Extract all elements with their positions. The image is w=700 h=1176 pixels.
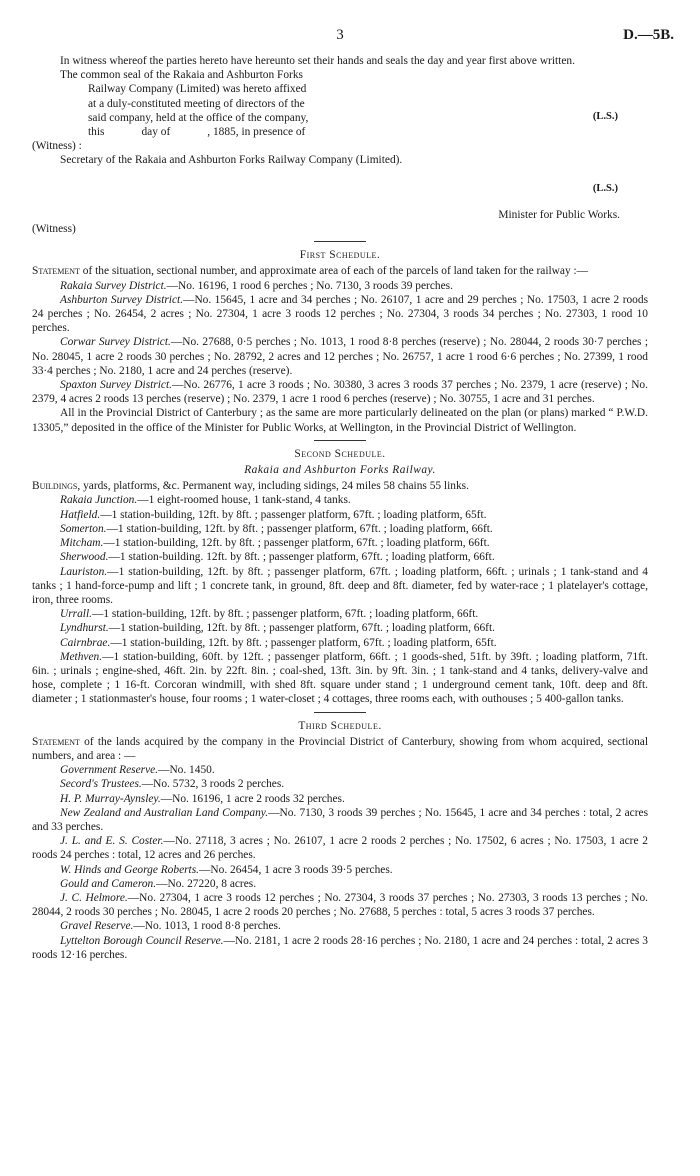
station-entry — [32, 565, 648, 608]
station-entry — [32, 550, 648, 564]
acquisition-entry — [32, 792, 648, 806]
district-text: —No. 26776, 1 acre 3 roods ; No. 30380, 3 acres 3 roods 37 perches ; No. 2379, 1 acre (reserve) ; No. 2379, 4 acres 2 roods 13 perches (reserve) ; No. 2379, 1 acre 1 rood 6 perches (reserve) ; No. 30755, 1 acre and 31 perches. — [32, 379, 648, 406]
acquisitions-list — [32, 763, 648, 962]
station-entry-text: —1 station-building, 12ft. by 8ft. ; passenger platform, 67ft. ; loading platform, 66ft. — [108, 622, 495, 635]
second-schedule-subheading — [32, 463, 648, 477]
corwar-district — [32, 335, 648, 378]
document-page — [32, 26, 674, 962]
acquisition-entry — [32, 763, 648, 777]
statement-lead: Statement — [32, 265, 80, 278]
section-divider — [314, 712, 366, 713]
station-entry-text: —1 station-building, 12ft. by 8ft. ; passenger platform, 67ft. ; loading platform, 65ft. — [110, 636, 497, 649]
third-schedule-statement — [32, 735, 648, 763]
acquisition-entry-text: —No. 27220, 8 acres. — [156, 877, 257, 890]
acquisition-entry-text: —No. 16196, 1 acre 2 roods 32 perches. — [160, 792, 345, 805]
acquisition-entry — [32, 777, 648, 791]
station-entry-text: —1 eight-roomed house, 1 tank-stand, 4 tanks. — [137, 494, 351, 507]
acquisition-entry — [32, 934, 648, 962]
acquisition-entry-name: Lyttelton Borough Council Reserve. — [60, 934, 224, 947]
witness-line-1: (Witness) : — [32, 140, 82, 153]
spaxton-district — [32, 378, 648, 406]
station-entry — [32, 493, 648, 507]
district-label: Spaxton Survey District. — [60, 379, 172, 392]
district-text: —No. 16196, 1 rood 6 perches ; No. 7130, 3 roods 39 perches. — [166, 279, 453, 292]
acquisition-entry-name: Gould and Cameron. — [60, 877, 157, 890]
district-label: Corwar Survey District. — [60, 336, 171, 349]
station-entry — [32, 536, 648, 550]
acquisition-entry-text: —No. 26454, 1 acre 3 roods 39·5 perches. — [199, 863, 393, 876]
seal-mark-minister: (L.S.) — [592, 182, 618, 194]
acquisition-entry — [32, 919, 648, 933]
station-entry — [32, 522, 648, 536]
page-number: 3 — [336, 27, 344, 43]
seal-mark-company: (L.S.) — [592, 111, 618, 123]
acquisition-entry-name: Government Reserve. — [60, 764, 159, 777]
station-entry-name: Urrall. — [60, 608, 92, 621]
section-divider — [314, 241, 366, 242]
buildings-text: , yards, platforms, &c. Permanent way, including sidings, 24 miles 58 chains 55 links. — [77, 480, 469, 493]
ashburton-district — [32, 293, 648, 336]
station-entry — [32, 508, 648, 522]
station-entry-text: —1 station-building, 12ft. by 8ft. ; passenger platform, 67ft. ; loading platform, 66ft. — [91, 608, 479, 621]
acquisition-entry — [32, 877, 648, 891]
seal-line-1: The common seal of the Rakaia and Ashburton Forks — [60, 69, 303, 82]
acquisition-entry-name: W. Hinds and George Roberts. — [60, 863, 200, 876]
acquisition-entry-text: —No. 7130, 3 roods 39 perches ; No. 15645, 1 acre and 34 perches : total, 2 acres and 33 perches. — [32, 806, 649, 833]
second-schedule-heading: Second Schedule. — [294, 447, 386, 460]
station-entry-text: —1 station-building, 12ft. by 8ft. ; passenger platform, 67ft. ; loading platform, 66ft. — [103, 537, 490, 550]
station-entry-name: Mitcham. — [60, 537, 104, 550]
station-entry — [32, 621, 648, 635]
document-reference: D.—5B. — [623, 27, 674, 43]
station-entry-text: —1 station-building, 12ft. by 8ft. ; passenger platform, 67ft. ; loading platform, 66ft. — [106, 522, 493, 535]
first-schedule-closing: All in the Provincial District of Canterbury ; as the same are more particularly delineated on the plan (or plans) marked “ P.W.D. 13305,” deposited in the office of the Minister for Public Works, at Wellington, in the Provincial District of Wellington. — [32, 407, 648, 434]
station-entry-name: Rakaia Junction. — [60, 494, 138, 507]
acquisition-entry-name: Secord's Trustees. — [60, 778, 142, 791]
acquisition-entry — [32, 891, 648, 919]
seal-line-2: Railway Company (Limited) was hereto affixed — [88, 83, 307, 96]
seal-line-5: this day of , 1885, in presence of — [88, 126, 306, 139]
acquisition-entry-name: New Zealand and Australian Land Company. — [60, 806, 269, 819]
acquisition-entry-text: —No. 27118, 3 acres ; No. 26107, 1 acre 2 roods 2 perches ; No. 17502, 6 acres ; No. 17503, 1 acre 2 roods 24 perches : total, 12 acres and 26 perches. — [32, 835, 648, 862]
company-seal-block — [32, 68, 648, 139]
station-entry-text: —1 station-building, 12ft. by 8ft. ; passenger platform, 67ft. ; loading platform, 65ft. — [100, 508, 487, 521]
seal-line-3: at a duly-constituted meeting of directors of the — [88, 97, 305, 110]
secretary-line: Secretary of the Rakaia and Ashburton Forks Railway Company (Limited). — [60, 154, 403, 167]
district-text: —No. 27688, 0·5 perches ; No. 1013, 1 rood 8·8 perches (reserve) ; No. 28044, 2 roods 30·7 perches ; No. 28045, 1 acre 2 roods 30 perches ; No. 28792, 2 acres and 12 perches ; No. 26757, 1 acre 1 rood 6·6 perches ; No. 27399, 1 rood 33·4 perches ; No. 2180, 1 acre and 24 perches (reserve). — [32, 336, 648, 377]
acquisition-entry-text: —No. 27304, 1 acre 3 roods 12 perches ; No. 27304, 3 roods 37 perches ; No. 27303, 3 roods 13 perches ; No. 28044, 2 roods 30 perches ; No. 28045, 1 acre 2 roods 20 perches ; No. 27688, 5 perches : total, 5 acres 3 roods 37 perches. — [32, 891, 648, 919]
minister-signature: Minister for Public Works. — [498, 208, 620, 221]
station-entry — [32, 607, 648, 621]
acquisition-entry — [32, 806, 648, 834]
acquisition-entry-text: —No. 2181, 1 acre 2 roods 28·16 perches ; No. 2180, 1 acre and 24 perches : total, 2 acres 3 roods 12·16 perches. — [32, 934, 648, 961]
first-schedule-statement — [32, 264, 648, 278]
buildings-lead: Buildings — [32, 480, 78, 493]
acquisition-entry-text: —No. 1450. — [158, 764, 215, 777]
stations-list — [32, 493, 648, 706]
witness-clause: In witness whereof the parties hereto have hereunto set their hands and seals the day and year first above written. — [60, 55, 575, 67]
station-entry-name: Hatfield. — [60, 508, 101, 521]
station-entry-text: —1 station-building, 12ft. by 8ft. ; passenger platform, 67ft. ; loading platform, 66ft. ; urinals ; 1 tank-stand and 4 tanks ; 1 hand-force-pump and lift ; 1 concrete tank, in ground, 8ft. deep and 8ft. diameter, fed by water-race ; 1 platelayer's cottage, iron, three rooms. — [32, 565, 648, 606]
district-text: —No. 15645, 1 acre and 34 perches ; No. 26107, 1 acre and 29 perches ; No. 17503, 1 acre 2 roods 24 perches ; No. 26454, 2 acres ; No. 27304, 1 acre 3 roods 12 perches ; No. 27304, 3 roods 34 perches ; No. 27303, 1 rood 10 perches. — [32, 293, 649, 335]
seal-line-4: said company, held at the office of the company, — [88, 111, 309, 124]
district-label: Ashburton Survey District. — [60, 293, 184, 306]
buildings-statement — [32, 479, 648, 493]
station-entry-name: Somerton. — [60, 522, 107, 535]
station-entry-name: Lyndhurst. — [60, 622, 109, 635]
third-schedule-heading: Third Schedule. — [298, 719, 382, 732]
acquisition-entry-name: Gravel Reserve. — [60, 920, 134, 933]
acquisition-entry-text: —No. 5732, 3 roods 2 perches. — [141, 778, 285, 791]
station-entry — [32, 636, 648, 650]
acquisition-entry-name: H. P. Murray-Aynsley. — [60, 792, 161, 805]
station-entry-name: Cairnbrae. — [60, 636, 111, 649]
station-entry-name: Sherwood. — [60, 551, 109, 564]
witness-line-2: (Witness) — [32, 223, 76, 236]
station-entry-name: Lauriston. — [60, 565, 108, 578]
first-schedule-heading: First Schedule. — [299, 249, 381, 262]
acquisition-entry-name: J. C. Helmore. — [60, 891, 128, 904]
statement-lead: Statement — [32, 735, 80, 748]
acquisition-entry — [32, 834, 648, 862]
section-divider — [314, 440, 366, 441]
district-label: Rakaia Survey District. — [60, 279, 167, 292]
station-entry-name: Methven. — [60, 650, 103, 663]
acquisition-entry-text: —No. 1013, 1 rood 8·8 perches. — [133, 920, 281, 933]
statement-text: of the situation, sectional number, and approximate area of each of the parcels of land taken for the railway :— — [79, 265, 589, 278]
station-entry-text: —1 station-building, 60ft. by 12ft. ; passenger platform, 66ft. ; 1 goods-shed, 51ft. by 39ft. ; loading platform, 71ft. 6in. ; urinals ; engine-shed, 46ft. 2in. by 22ft. 8in. ; coal-shed, 13ft. 3in. by 9ft. 3in. ; 1 tank-stand and 4 tanks, delivery-valve and hose, complete ; 1 16-ft. Corcoran windmill, with shed 8ft. square under stand ; 1 underground cement tank, 10ft. deep and 8ft. diameter ; 1 stationmaster's house, four rooms ; 1 water-closet ; 4 cottages, three rooms each, with outhouses ; 5 400-gallon tanks. — [32, 650, 648, 706]
statement-text: of the lands acquired by the company in the Provincial District of Canterbury, showing from whom acquired, sectional numbers, and area : — — [32, 735, 648, 762]
page-header — [32, 26, 674, 48]
acquisition-entry — [32, 863, 648, 877]
acquisition-entry-name: J. L. and E. S. Coster. — [60, 835, 164, 848]
railway-name: Rakaia and Ashburton Forks Railway. — [244, 464, 436, 477]
station-entry-text: —1 station-building. 12ft. by 8ft. ; passenger platform, 67ft. ; loading platform, 66ft. — [108, 551, 495, 564]
station-entry — [32, 650, 648, 707]
rakaia-district — [32, 279, 648, 293]
